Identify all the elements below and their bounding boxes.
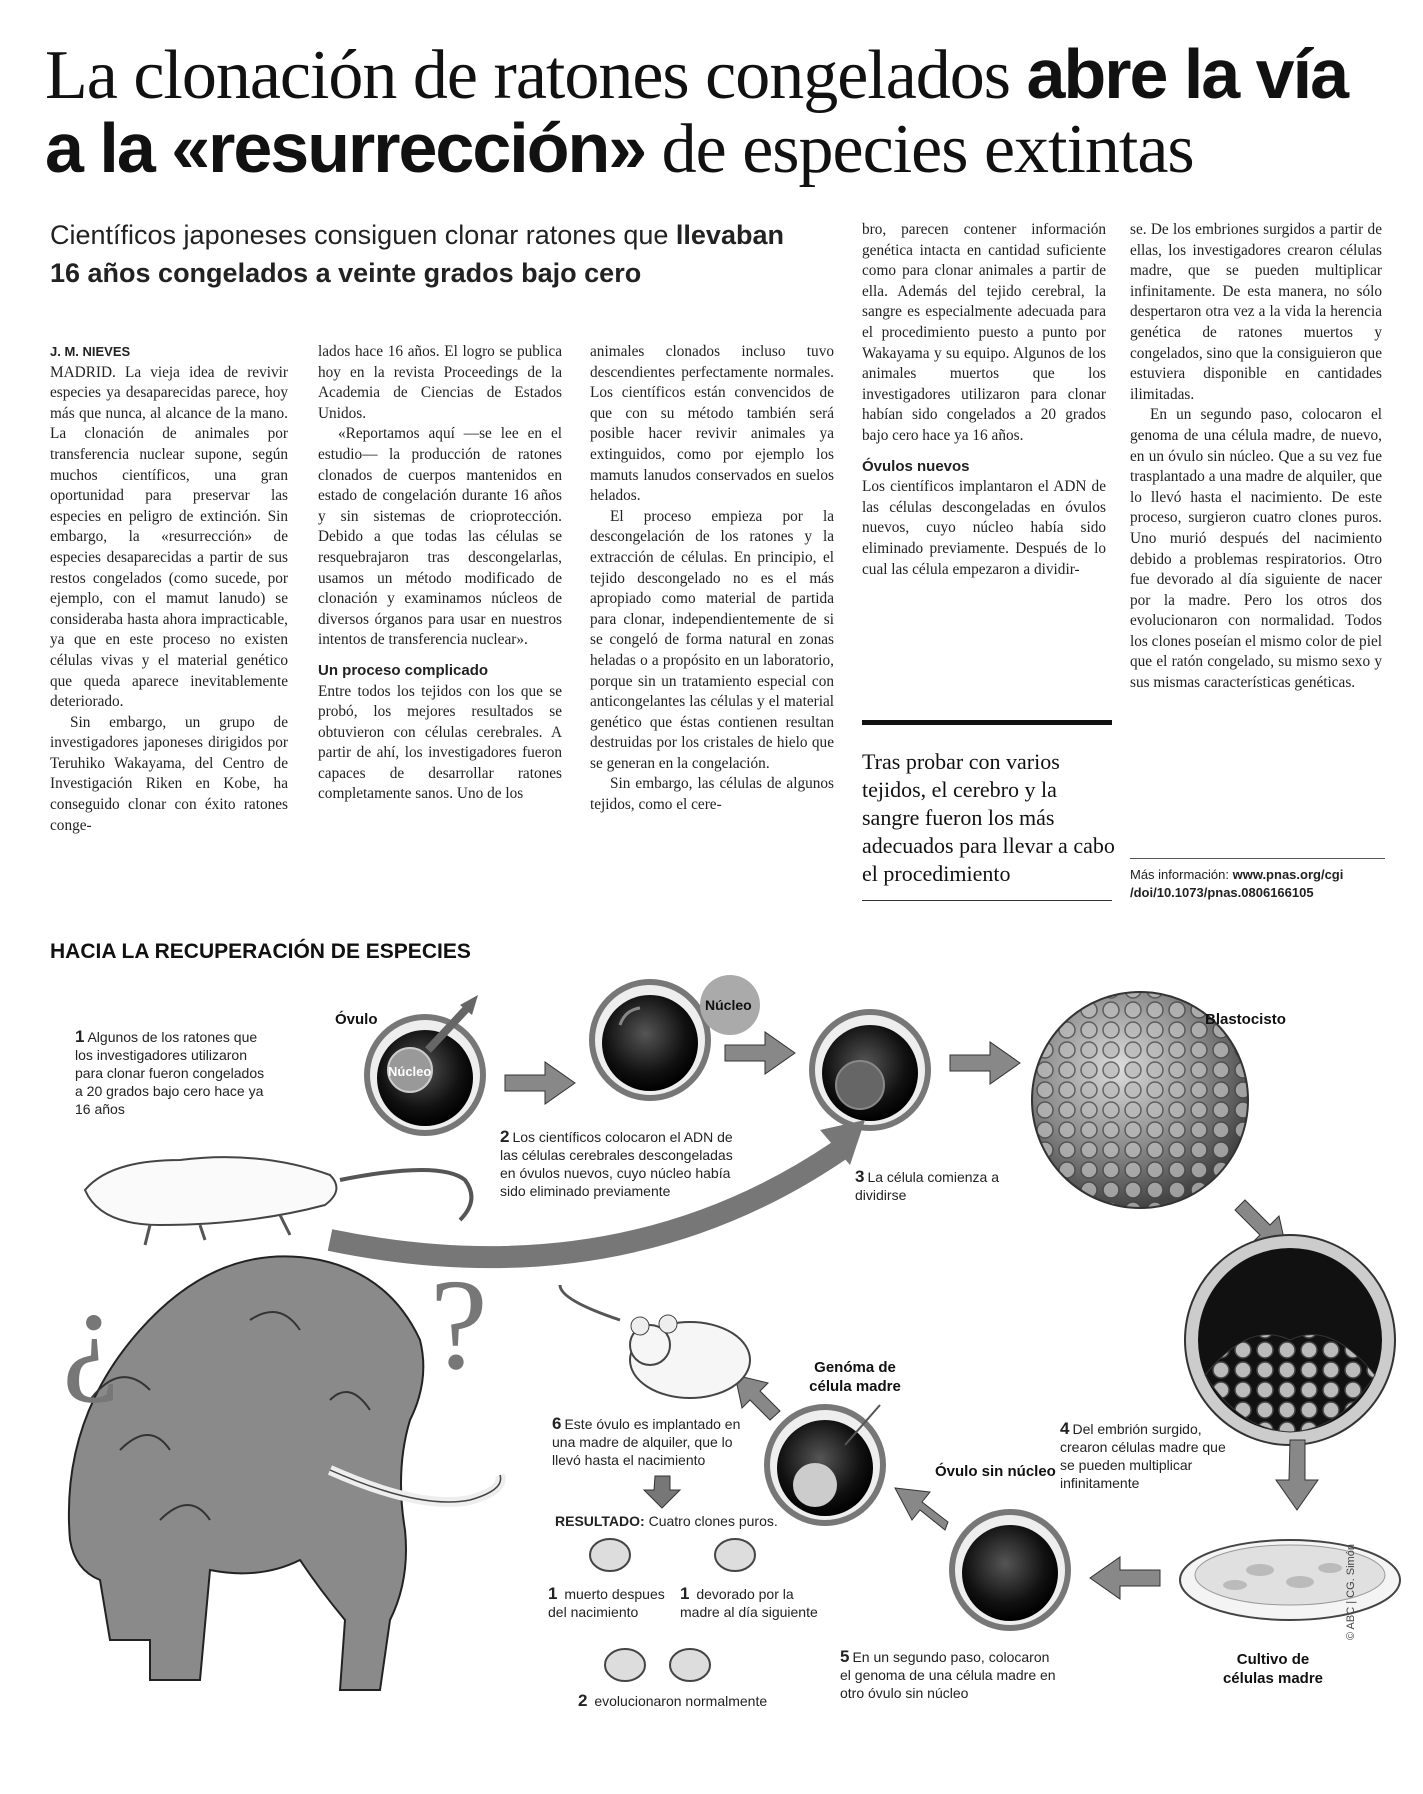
more-info-url-1[interactable]: www.pnas.org/cgi [1232,867,1344,882]
more-info-url-2[interactable]: /doi/10.1073/pnas.0806166105 [1130,885,1314,900]
label-nucleo-inside: Núcleo [388,1064,432,1079]
result-normal-text: evolucionaron normalmente [590,1693,768,1709]
nucleated-cell [812,1012,928,1128]
label-nucleo-outside: Núcleo [705,997,752,1013]
step-2-text: Los científicos colocaron el ADN de las células cerebrales descongeladas en óvulos nuevos, cuyo núcleo había sido eliminado previamente [500,1129,733,1199]
col5-paragraph-1: se. De los embriones surgidos a partir de ellas, los investigadores crearon células madre, que se pueden multiplicar infinitamente. De esta manera, no sólo despertaron otra vez a la vida la herencia genética de ratones muertos y congelados, sino que la consiguieron que estuviera disponible en cantidades ilimitadas. [1130,221,1382,403]
subhead-part1: Científicos japoneses consiguen clonar ratones que [50,220,676,250]
step-4-number: 4 [1060,1419,1070,1438]
arrow-6 [1090,1557,1160,1599]
step-1-number: 1 [75,1027,85,1046]
pull-quote: Tras probar con varios tejidos, el cerebro y la sangre fueron los más adecuados para llevar a cabo el procedimiento [862,749,1115,886]
surrogate-mouse [560,1285,750,1398]
step-4 [1060,1420,1235,1492]
arrow-7 [895,1488,948,1530]
col5-paragraph-2: En un segundo paso, colocaron el genoma de una célula madre, de nuevo, en un óvulo sin núcleo. Que a su vez fue trasplantado a una madre de alquiler, que lo llevó hasta el nacimiento. De este proceso, surgieron cuatro clones puros. Uno murió después del nacimiento debido a problemas respiratorios. Otro fue devorado al día siguiente de nacer por la madre. Pero los otros dos evolucionaron con normalidad. Todos los clones poseían el mismo color de piel que el ratón congelado, su mismo sexo y sus mismas características genéticas. [1130,406,1382,692]
arrow-2 [725,1032,795,1074]
result-dead-number: 1 [548,1584,558,1603]
col2-paragraph-3: Entre todos los tejidos con los que se probó, los mejores resultados se obtuvieron con células cerebrales. A partir de ahí, los investigadores fueron capaces de desarrollar ratones completamente sanos. Uno de los [318,682,562,803]
step-6-number: 6 [552,1414,562,1433]
step-2 [500,1128,745,1200]
result-eaten [680,1585,820,1621]
result-eaten-number: 1 [680,1584,690,1603]
col1-paragraph-2: Sin embargo, un grupo de investigadores japoneses dirigidos por Teruhiko Wakayama, del Centro de Investigación Riken en Kobe, ha conseguido clonar con éxito ratones conge- [50,713,288,834]
col3-paragraph-3: Sin embargo, las células de algunos tejidos, como el cere- [590,775,834,814]
result-normal-number: 2 [578,1691,588,1710]
step-1 [75,1028,270,1118]
step-3-text: La célula comienza a dividirse [855,1169,999,1203]
label-ovulo-sin-nucleo: Óvulo sin núcleo [935,1463,1056,1480]
question-mark-open: ¿ [62,1261,120,1405]
petri-dish [1180,1540,1400,1620]
step-5-text: En un segundo paso, colocaron el genoma de una célula madre en otro óvulo sin núcleo [840,1649,1056,1701]
step-2-number: 2 [500,1127,510,1146]
headline-part1: La clonación de ratones congelados [45,37,1027,114]
frozen-mouse [85,1157,471,1245]
col4-paragraph-2: Los científicos implantaron el ADN de las células descongeladas en óvulos nuevos, cuyo núcleo había sido eliminado previamente. Después de lo cual las célula empezaron a dividir- [862,478,1106,578]
more-info-label: Más información: [1130,867,1233,882]
section-heading-1: Un proceso complicado [318,661,489,679]
question-mark-close: ? [430,1253,488,1397]
illustration-credit: © ABC | CG. Simón [1345,1544,1357,1640]
result-line [555,1512,815,1530]
arrow-9 [644,1476,680,1508]
result-dead [548,1585,668,1621]
label-cultivo: Cultivo de células madre [1222,1651,1324,1687]
step-1-text: Algunos de los ratones que los investigadores utilizaron para clonar fueron congelados a 20 grados bajo cero hace ya 16 años [75,1029,265,1117]
result-label: RESULTADO: [555,1513,645,1529]
result-dead-text: muerto despues del nacimiento [548,1586,665,1620]
arrow-1 [505,1062,575,1104]
label-genoma: Genóma de célula madre [809,1359,901,1395]
subhead-bold: llevaban 16 años congelados a veinte grados bajo cero [50,220,784,288]
label-ovulo: Óvulo [335,1011,378,1028]
arrow-3 [950,1042,1020,1084]
stem-cell-genome-ovulo [767,1405,883,1523]
headline-bold: abre la vía a la «resurrección» [45,35,1347,187]
arrow-8 [735,1375,780,1420]
col4-paragraph-1: bro, parecen contener información genética intacta en cantidad suficiente como para clonar animales a partir de ella. Además del tejido cerebral, la sangre es especialmente adecuada para el procedimiento puesto a punto por Wakayama y su equipo. Algunos de los animales muertos que los investigadores utilizaron para clonar habían sido congelados a 20 grados bajo cero hace ya 16 años. [862,221,1106,444]
result-normal [578,1692,798,1710]
step-6-text: Este óvulo es implantado en una madre de alquiler, que lo llevó hasta el nacimiento [552,1416,741,1468]
col1-paragraph-1: MADRID. La vieja idea de revivir especies ya desaparecidas parece, hoy más que nunca, al alcance de la mano. La clonación de animales por transferencia nuclear supone, según muchos científicos, una gran oportunidad para preservar las especies en peligro de extinción. Sin embargo, la «resurrección» de especies desaparecidas a partir de sus restos congelados (como sucede, por ejemplo, con el mamut lanudo) se consideraba hasta ahora impracticable, ya que en este proceso no existen células vivas y el material genético que queda aparece inevitablemente deteriorado. [50,363,288,711]
col3-paragraph-2: El proceso empieza por la descongelación de los ratones y la extracción de células. En principio, el tejido descongelado no es el más apropiado como material de partida para clonar, independientemente de si se congeló de forma natural en zonas heladas o a propósito en un laboratorio, porque sin un tratamiento especial con anticongelantes las células y el material genético que éstas contienen resultan destruidas por los cristales de hielo que se generan en la congelación. [590,507,834,772]
step-4-text: Del embrión surgido, crearon células madre que se pueden multiplicar infinitamente [1060,1421,1226,1491]
blastocyst-section [1185,1235,1395,1445]
label-blastocisto: Blastocisto [1205,1011,1286,1028]
step-5-number: 5 [840,1647,850,1666]
headline-part2: de especies extintas [645,111,1194,188]
step-5 [840,1648,1060,1702]
byline: J. M. NIEVES [50,344,131,359]
result-eaten-text: devorado por la madre al día siguiente [680,1586,818,1620]
empty-ovulo-cell [592,982,708,1098]
infographic-title: HACIA LA RECUPERACIÓN DE ESPECIES [50,940,471,963]
step-3 [855,1168,1000,1204]
col2-paragraph-2: «Reportamos aquí —se lee en el estudio— la producción de ratones clonados de cuerpos mantenidos en estado de congelación durante 16 años y sin sistemas de crioprotección. Debido a que todas las células se resquebrajaron tras descongelarlas, usamos un método modificado de clonación y examinamos núcleos de diversos órganos para usar en nuestros intentos de transferencia nuclear». [318,425,562,649]
col3-paragraph-1: animales clonados incluso tuvo descendientes perfectamente normales. Los científicos están convencidos de que con su método también será posible hacer revivir animales ya extinguidos, como por ejemplo los mamuts lanudos conservados en suelos helados. [590,343,834,505]
step-6 [552,1415,742,1469]
arrow-5 [1276,1440,1318,1510]
enucleated-ovulo [952,1512,1068,1628]
section-heading-2: Óvulos nuevos [862,457,970,475]
step-3-number: 3 [855,1167,865,1186]
col2-paragraph-1: lados hace 16 años. El logro se publica hoy en la revista Proceedings de la Academia de Ciencias de Estados Unidos. [318,343,562,422]
result-text: Cuatro clones puros. [644,1513,778,1529]
